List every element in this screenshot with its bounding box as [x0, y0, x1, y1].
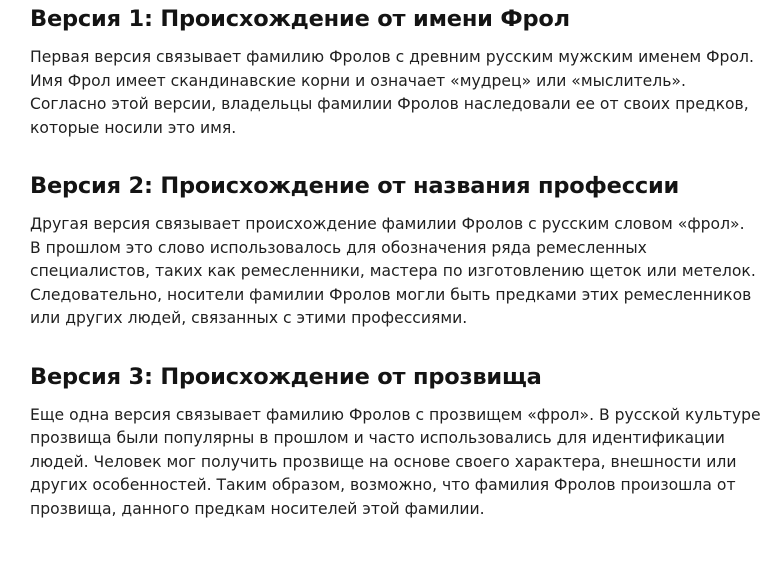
article-body: [30, 0, 760, 521]
version-2-section: [30, 140, 760, 331]
version-2-paragraph: Другая версия связывает происхождение фамилии Фролов с русским словом «фрол». В прошлом это слово использовалось для обозначения ряда ремесленных специалистов, таких как ремесленники, мастера по изготовлению щеток или метелок. Следовательно, носители фамилии Фролов могли быть предками этих ремесленников или других людей, связанных с этими профессиями.: [30, 215, 756, 327]
version-3-section: [30, 331, 760, 522]
version-3-heading: Версия 3: Происхождение от прозвища: [30, 363, 542, 390]
version-1-heading: Версия 1: Происхождение от имени Фрол: [30, 6, 570, 32]
version-1-paragraph: Первая версия связывает фамилию Фролов с древним русским мужским именем Фрол. Имя Фрол имеет скандинавские корни и означает «мудрец» или «мыслитель». Согласно этой версии, владельцы фамилии Фролов наследовали ее от своих предков, которые носили это имя.: [30, 48, 754, 137]
version-3-paragraph: Еще одна версия связывает фамилию Фролов с прозвищем «фрол». В русской культуре прозвища были популярны в прошлом и часто использовались для идентификации людей. Человек мог получить прозвище на основе своего характера, внешности или других особенностей. Таким образом, возможно, что фамилия Фролов произошла от прозвища, данного предкам носителей этой фамилии.: [30, 405, 761, 518]
version-1-section: [30, 0, 760, 140]
version-2-heading: Версия 2: Происхождение от названия профессии: [30, 173, 680, 199]
